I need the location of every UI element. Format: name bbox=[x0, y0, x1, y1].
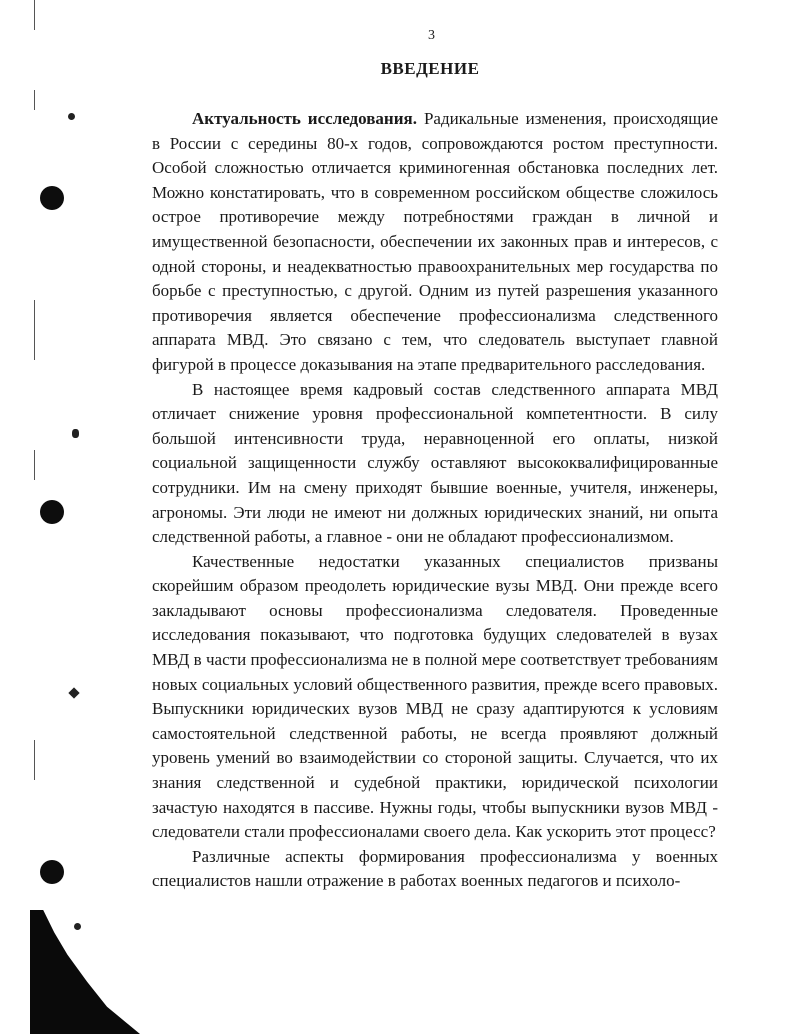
paragraph-text: Радикальные изменения, происходящие в России с середины 80-х годов, сопровождаются ростом преступности. Особой сложностью отличается криминогенная обстановка последних лет. Можно констатировать, что в современном российском обществе сложилось острое противоречие между потребностями граждан в личной и имущественной безопасности, обеспечении их законных прав и интересов, с одной стороны, и неадекватностью правоохранительных мер государства по борьбе с преступностью, с другой. Одним из путей разрешения указанного противоречия является обеспечение профессионализма следственного аппарата МВД. Это связано с тем, что следователь выступает главной фигурой в процессе доказывания на этапе предварительного расследования. bbox=[152, 109, 718, 374]
binder-hole bbox=[40, 186, 64, 210]
scan-speck bbox=[74, 923, 81, 930]
paragraph: Различные аспекты формирования профессионализма у военных специалистов нашли отражение в работах военных педагогов и психоло- bbox=[152, 846, 718, 891]
binder-hole bbox=[40, 860, 64, 884]
scan-speck bbox=[68, 113, 75, 120]
scan-margin-line bbox=[34, 300, 35, 360]
scan-speck bbox=[72, 429, 79, 438]
scan-margin-line bbox=[34, 740, 35, 780]
paragraph bbox=[152, 107, 718, 378]
page-title: ВВЕДЕНИЕ bbox=[380, 59, 480, 78]
scan-edge-shadow bbox=[30, 910, 140, 1034]
paragraph: В настоящее время кадровый состав следственного аппарата МВД отличает снижение уровня профессиональной компетентности. В силу большой интенсивности труда, неравноценной его оплаты, низкой социальной защищенности службу оставляют высококвалифицированные сотрудники. Им на смену приходят бывшие военные, учителя, инженеры, агрономы. Эти люди не имеют ни должных юридических знаний, ни опыта следственной работы, а главное - они не обладают профессионализмом. bbox=[152, 379, 718, 547]
paragraph: Качественные недостатки указанных специалистов призваны скорейшим образом преодолеть юридические вузы МВД. Они прежде всего закладывают основы профессионализма следователя. Проведенные исследования показывают, что подготовка будущих следователей в вузах МВД в части профессионализма не в полной мере соответствует требованиям новых социальных условий общественного развития, прежде всего правовых. Выпускники юридических вузов МВД не сразу адаптируются к условиям самостоятельной следственной работы, не всегда проявляют должный уровень умений во взаимодействии со стороной защиты. Случается, что их знания следственной и судебной практики, юридической психологии зачастую находятся в пассиве. Нужны годы, чтобы выпускники вузов МВД - следователи стали профессионалами своего дела. Как ускорить этот процесс? bbox=[152, 551, 718, 842]
scan-margin-line bbox=[34, 0, 35, 30]
paragraph-lead: Актуальность исследования. bbox=[192, 109, 417, 128]
page-number: 3 bbox=[428, 28, 435, 43]
scan-margin-line bbox=[34, 450, 35, 480]
scan-margin-line bbox=[34, 90, 35, 110]
body-text bbox=[152, 107, 718, 894]
binder-hole bbox=[40, 500, 64, 524]
scan-speck bbox=[68, 687, 79, 698]
